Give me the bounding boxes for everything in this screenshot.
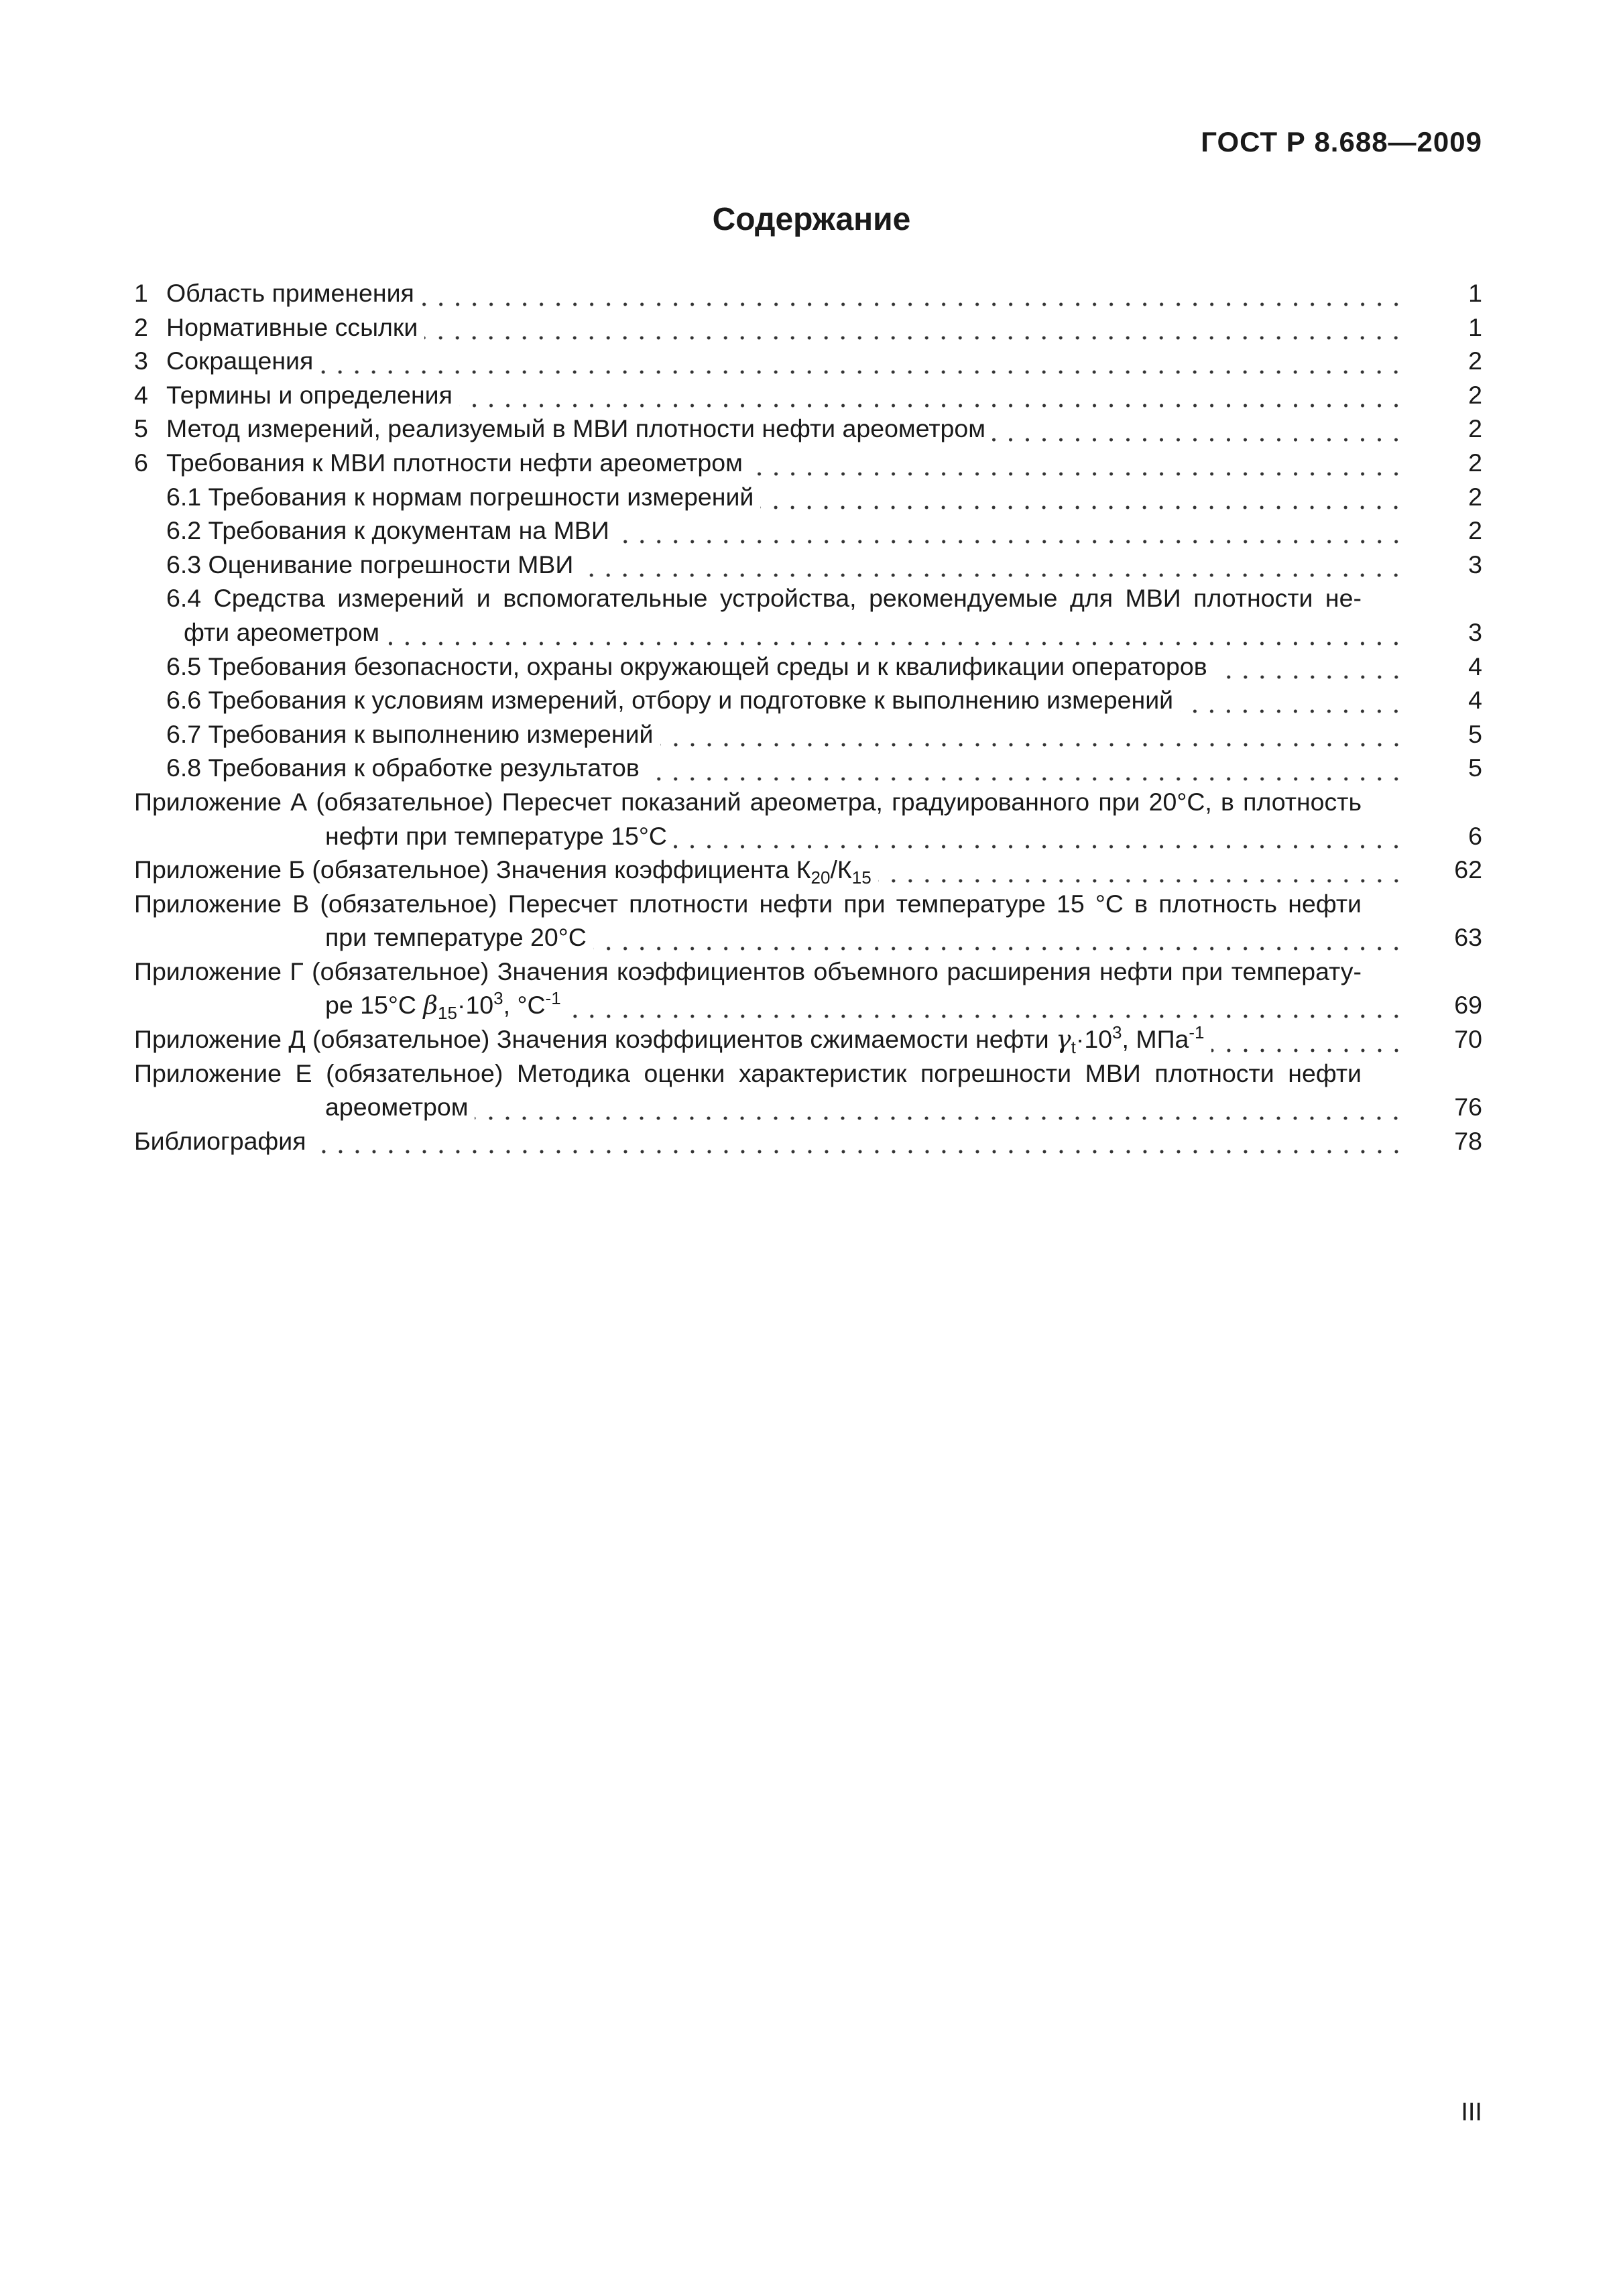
- toc-entry-6-3[interactable]: [134, 548, 1482, 582]
- toc-entry-page: 5: [1468, 719, 1482, 748]
- toc-entry-page: 70: [1454, 1025, 1482, 1054]
- toc-entry-3[interactable]: [134, 344, 1482, 378]
- toc-entry-title: 6.4 Средства измерений и вспомогательные устройства, рекомендуемые для МВИ плотности не-: [166, 584, 1362, 613]
- dot-leader: [421, 277, 1404, 310]
- toc-entry-title: Приложение Г (обязательное) Значения коэффициентов объемного расширения нефти при температу-: [134, 957, 1362, 985]
- toc-entry-title-continued: нефти при температуре 15°С: [325, 821, 667, 850]
- dot-leader: [424, 310, 1404, 344]
- toc-entry-6-7[interactable]: [134, 717, 1482, 751]
- dot-leader: [386, 616, 1404, 650]
- toc-entry-page: 3: [1468, 550, 1482, 579]
- toc-entry-1[interactable]: [134, 276, 1482, 310]
- toc-entry-title: Приложение Д (обязательное) Значения коэффициентов сжимаемости нефти $\gamma_t\cdot 10^3$, МПа$^{-1}$: [134, 1022, 1205, 1058]
- beta-symbol: β: [423, 990, 438, 1020]
- toc-entry-6-8[interactable]: [134, 751, 1482, 785]
- toc-entry-page: 4: [1468, 686, 1482, 715]
- toc-entry-title: Требования к МВИ плотности нефти ареометром: [166, 448, 743, 477]
- toc-entry-appendix-a[interactable]: [134, 785, 1482, 853]
- toc-entry-appendix-d[interactable]: [134, 1022, 1482, 1056]
- toc-entry-page: 3: [1468, 617, 1482, 646]
- toc-entry-number: 5: [134, 414, 148, 443]
- toc-entry-number: 2: [134, 312, 148, 341]
- toc-entry-4[interactable]: [134, 378, 1482, 412]
- toc-entry-title: Библиография: [134, 1126, 306, 1155]
- toc-entry-title-continued: фти ареометром: [184, 617, 380, 646]
- dot-leader: [749, 446, 1404, 480]
- dot-leader: [475, 1091, 1404, 1124]
- toc-entry-page: 2: [1468, 448, 1482, 477]
- toc-entry-appendix-b[interactable]: [134, 853, 1482, 887]
- dot-leader: [878, 853, 1404, 887]
- toc-entry-title: 6.3 Оценивание погрешности МВИ: [166, 550, 574, 579]
- toc-entry-6[interactable]: [134, 446, 1482, 480]
- toc-entry-title: 6.2 Требования к документам на МВИ: [166, 516, 609, 545]
- dot-leader: [760, 480, 1404, 513]
- toc-entry-page: 2: [1468, 380, 1482, 409]
- dot-leader: [660, 717, 1405, 751]
- toc-entry-number: 3: [134, 347, 148, 375]
- table-of-contents: [134, 276, 1482, 1158]
- toc-entry-number: 4: [134, 380, 148, 409]
- toc-entry-6-6[interactable]: [134, 683, 1482, 717]
- toc-entry-page: 2: [1468, 347, 1482, 375]
- toc-entry-title: Приложение В (обязательное) Пересчет плотности нефти при температуре 15 °С в плотность нефти: [134, 889, 1362, 918]
- dot-leader: [459, 378, 1404, 412]
- gamma-symbol: γ: [1056, 1024, 1071, 1054]
- toc-entry-title: Сокращения: [166, 347, 314, 375]
- toc-entry-title: Область применения: [166, 279, 414, 307]
- document-code: ГОСТ Р 8.688—2009: [1201, 126, 1482, 158]
- dot-leader: [593, 921, 1404, 955]
- toc-entry-page: 4: [1468, 652, 1482, 680]
- toc-entry-title: 6.7 Требования к выполнению измерений: [166, 719, 654, 748]
- toc-entry-page: 6: [1468, 821, 1482, 850]
- toc-entry-title-continued: ареометром: [325, 1093, 469, 1122]
- toc-entry-number: 1: [134, 279, 148, 307]
- toc-entry-title: 6.1 Требования к нормам погрешности измерений: [166, 482, 754, 511]
- toc-entry-5[interactable]: [134, 412, 1482, 446]
- toc-entry-2[interactable]: [134, 310, 1482, 345]
- toc-entry-number: 6: [134, 448, 148, 477]
- dot-leader: [992, 412, 1404, 446]
- toc-entry-page: 78: [1454, 1126, 1482, 1155]
- toc-entry-page: 1: [1468, 312, 1482, 341]
- toc-entry-page: 63: [1454, 923, 1482, 952]
- toc-entry-title: Приложение А (обязательное) Пересчет показаний ареометра, градуированного при 20°С, в плотность: [134, 787, 1362, 816]
- toc-entry-title: Метод измерений, реализуемый в МВИ плотности нефти ареометром: [166, 414, 985, 443]
- dot-leader: [616, 514, 1404, 548]
- toc-entry-appendix-g[interactable]: [134, 955, 1482, 1022]
- toc-entry-6-1[interactable]: [134, 480, 1482, 514]
- dot-leader: [568, 989, 1404, 1022]
- toc-entry-page: 69: [1454, 991, 1482, 1020]
- dot-leader: [313, 1124, 1404, 1158]
- toc-entry-page: 2: [1468, 482, 1482, 511]
- toc-entry-page: 5: [1468, 753, 1482, 782]
- toc-entry-title: Приложение Б (обязательное) Значения коэффициента $К_{20}/К_{15}$: [134, 855, 871, 888]
- toc-entry-title-continued: при температуре 20°С: [325, 923, 587, 952]
- toc-entry-title: Термины и определения: [166, 380, 453, 409]
- toc-entry-title: Нормативные ссылки: [166, 312, 418, 341]
- dot-leader: [580, 548, 1404, 581]
- toc-entry-page: 1: [1468, 279, 1482, 307]
- toc-entry-appendix-v[interactable]: [134, 887, 1482, 955]
- dot-leader: [674, 819, 1404, 853]
- toc-entry-appendix-e[interactable]: [134, 1056, 1482, 1124]
- toc-entry-page: 2: [1468, 414, 1482, 443]
- toc-title: Содержание: [712, 202, 911, 237]
- toc-entry-6-4[interactable]: [134, 581, 1482, 649]
- toc-entry-title-continued: ре 15°С $\beta_{15}\cdot 10^3$, $^\circ С^{-1}$: [325, 988, 561, 1024]
- toc-entry-page: 76: [1454, 1093, 1482, 1122]
- toc-entry-6-2[interactable]: [134, 513, 1482, 548]
- dot-leader: [1211, 1023, 1404, 1056]
- dot-leader: [1180, 684, 1404, 717]
- page-number: III: [1461, 2098, 1482, 2126]
- dot-leader: [646, 751, 1404, 785]
- toc-entry-bibliography[interactable]: [134, 1124, 1482, 1158]
- toc-entry-title: 6.6 Требования к условиям измерений, отбору и подготовке к выполнению измерений: [166, 686, 1174, 715]
- toc-entry-title: Приложение Е (обязательное) Методика оценки характеристик погрешности МВИ плотности нефти: [134, 1059, 1362, 1087]
- toc-entry-page: 62: [1454, 855, 1482, 884]
- dot-leader: [1214, 650, 1404, 683]
- toc-entry-title: 6.8 Требования к обработке результатов: [166, 753, 640, 782]
- toc-entry-title: 6.5 Требования безопасности, охраны окружающей среды и к квалификации операторов: [166, 652, 1207, 680]
- toc-entry-page: 2: [1468, 516, 1482, 545]
- dot-leader: [320, 345, 1404, 378]
- toc-entry-6-5[interactable]: [134, 650, 1482, 684]
